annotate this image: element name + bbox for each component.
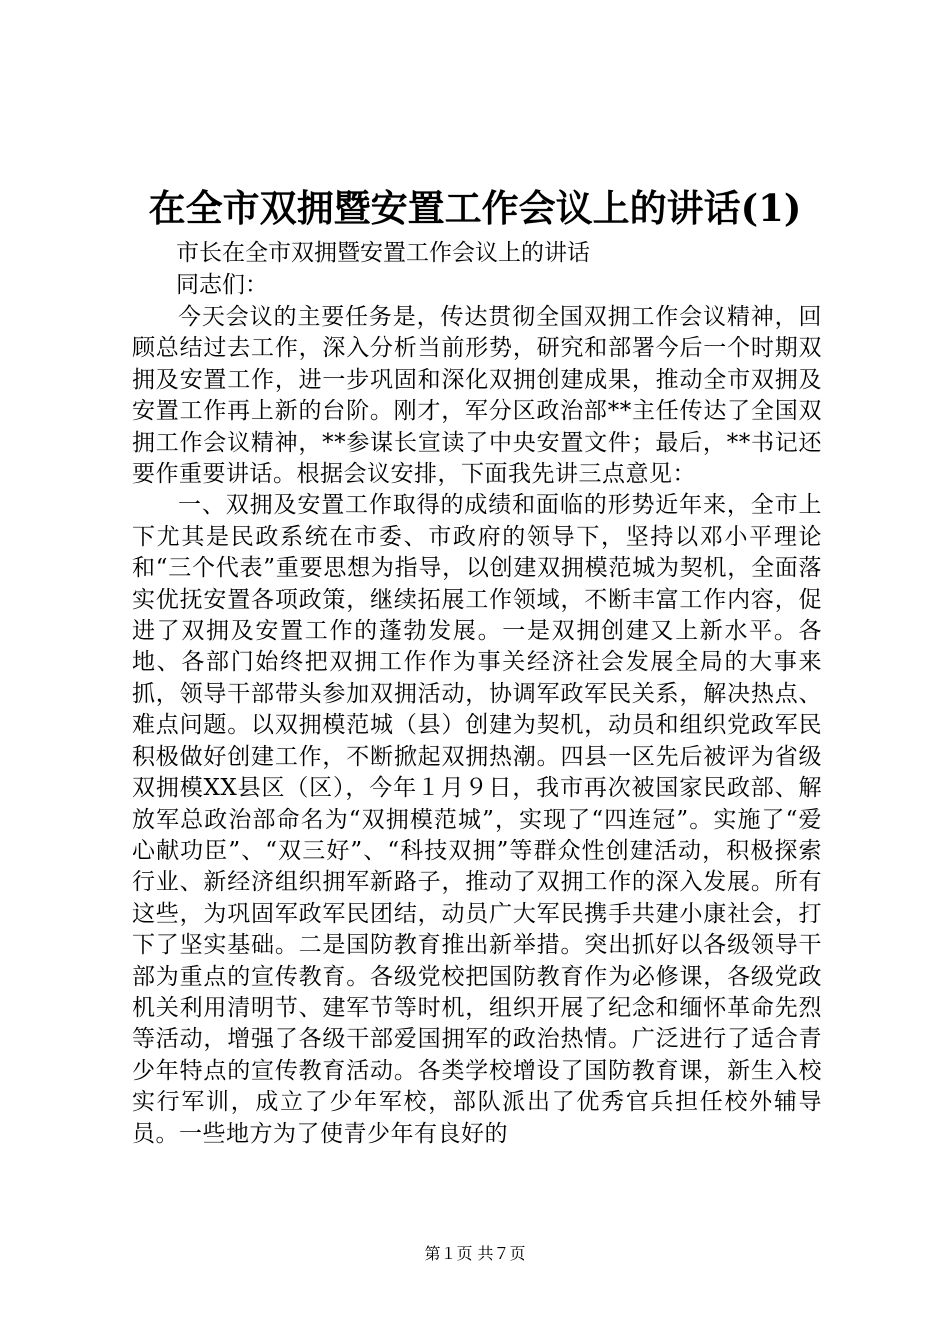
page-footer: 第１页 共７页 — [424, 1244, 526, 1263]
paragraph-intro: 今天会议的主要任务是，传达贯彻全国双拥工作会议精神，回顾总结过去工作，深入分析当前形势，研究和部署今后一个时期双拥及安置工作，进一步巩固和深化双拥创建成果，推动全市双拥及安置工作再上新的台阶。刚才，军分区政治部**主任传达了全国双拥工作会议精神，**参谋长宣读了中央安置文件；最后，**书记还要作重要讲话。根据会议安排，下面我先讲三点意见： — [132, 304, 822, 488]
document-body — [132, 302, 822, 1150]
document-subtitle: 市长在全市双拥暨安置工作会议上的讲话 — [176, 240, 590, 266]
paragraph-achievements: 一、双拥及安置工作取得的成绩和面临的形势近年来，全市上下尤其是民政系统在市委、市政府的领导下，坚持以邓小平理论和“三个代表”重要思想为指导，以创建双拥模范城为契机，全面落实优抚安置各项政策，继续拓展工作领域，不断丰富工作内容，促进了双拥及安置工作的蓬勃发展。一是双拥创建又上新水平。各地、各部门始终把双拥工作作为事关经济社会发展全局的大事来抓，领导干部带头参加双拥活动，协调军政军民关系，解决热点、难点问题。以双拥模范城（县）创建为契机，动员和组织党政军民积极做好创建工作，不断掀起双拥热潮。四县一区先后被评为省级双拥模XX县区（区），今年１月９日，我市再次被国家民政部、解放军总政治部命名为“双拥模范城”，实现了“四连冠”。实施了“爱心献功臣”、“双三好”、“科技双拥”等群众性创建活动，积极探索行业、新经济组织拥军新路子，推动了双拥工作的深入发展。所有这些，为巩固军政军民团结，动员广大军民携手共建小康社会，打下了坚实基础。二是国防教育推出新举措。突出抓好以各级领导干部为重点的宣传教育。各级党校把国防教育作为必修课，各级党政机关利用清明节、建军节等时机，组织开展了纪念和缅怀革命先烈等活动，增强了各级干部爱国拥军的政治热情。广泛进行了适合青少年特点的宣传教育活动。各类学校增设了国防教育课，新生入校实行军训，成立了少年军校，部队派出了优秀官兵担任校外辅导员。一些地方为了使青少年有良好的 — [132, 492, 822, 1147]
document-title: 在全市双拥暨安置工作会议上的讲话(1) — [148, 186, 802, 230]
salutation: 同志们： — [176, 272, 268, 298]
